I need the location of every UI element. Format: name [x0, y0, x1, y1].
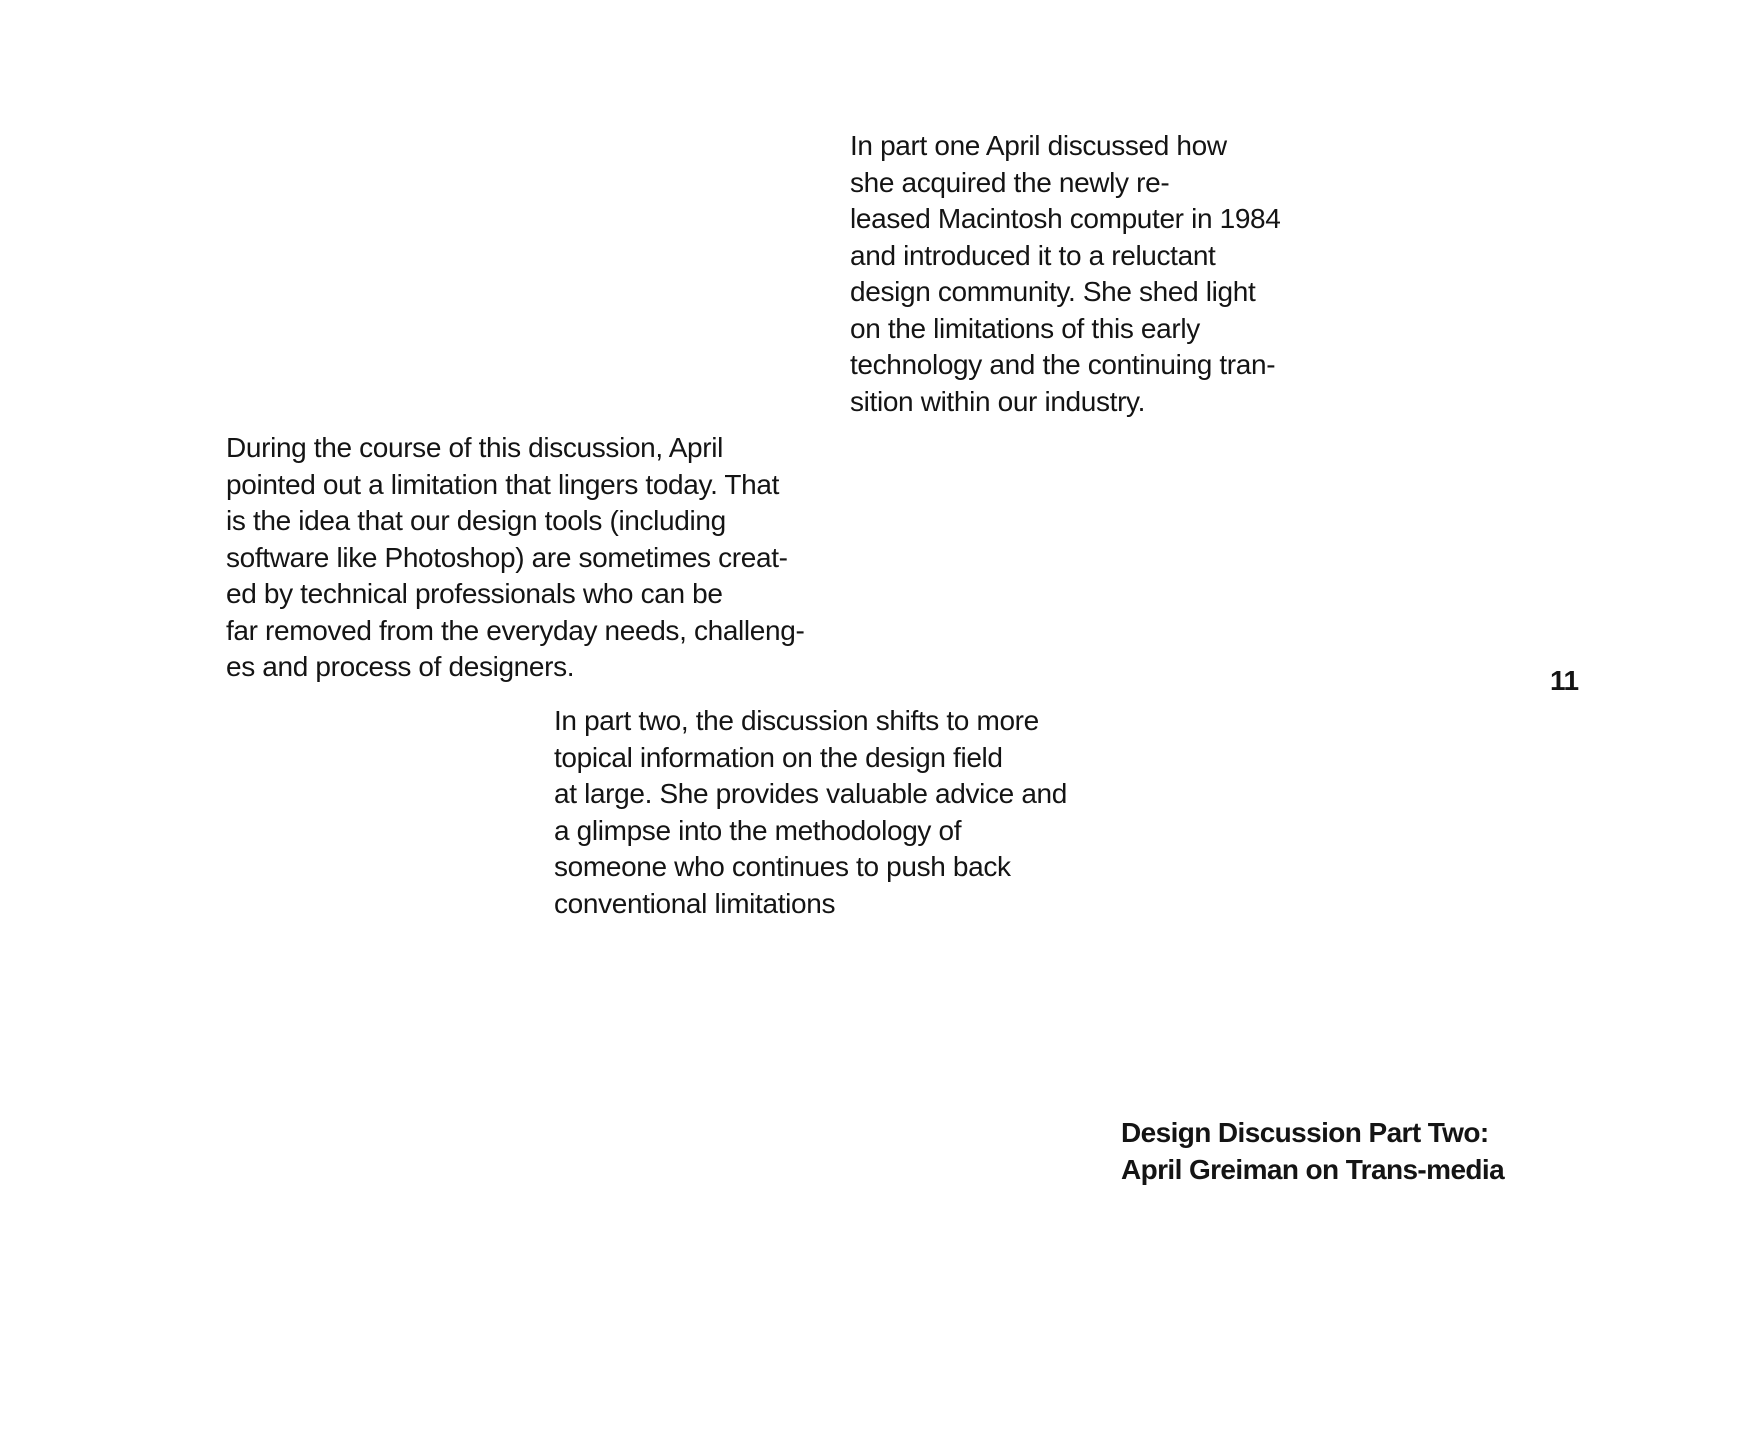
- paragraph-line: pointed out a limitation that lingers today. That: [226, 468, 780, 500]
- paragraph-line: technology and the continuing tran-: [850, 349, 1276, 380]
- paragraph-line: she acquired the newly re-: [850, 166, 1170, 198]
- paragraph-line: During the course of this discussion, April: [226, 432, 723, 463]
- section-title: [1121, 1115, 1504, 1188]
- paragraph-line: In part one April discussed how: [850, 130, 1227, 161]
- paragraph-line: and introduced it to a reluctant: [850, 239, 1216, 271]
- page-number: 11: [1550, 665, 1579, 696]
- paragraph-line: design community. She shed light: [850, 276, 1256, 307]
- paragraph-part-two: [554, 703, 1067, 922]
- paragraph-line: conventional limitations: [554, 887, 836, 919]
- title-line-1: Design Discussion Part Two:: [1121, 1117, 1489, 1148]
- paragraph-line: software like Photoshop) are sometimes creat-: [226, 541, 788, 573]
- paragraph-line: sition within our industry.: [850, 385, 1146, 417]
- paragraph-line: far removed from the everyday needs, challeng-: [226, 614, 805, 646]
- paragraph-line: leased Macintosh computer in 1984: [850, 203, 1281, 234]
- paragraph-discussion: [226, 430, 804, 686]
- paragraph-line: someone who continues to push back: [554, 851, 1011, 882]
- paragraph-line: is the idea that our design tools (including: [226, 505, 726, 536]
- paragraph-line: es and process of designers.: [226, 651, 575, 682]
- paragraph-line: a glimpse into the methodology of: [554, 814, 962, 846]
- paragraph-line: at large. She provides valuable advice and: [554, 778, 1067, 809]
- paragraph-line: topical information on the design field: [554, 741, 1003, 773]
- paragraph-part-one: [850, 128, 1281, 420]
- paragraph-line: ed by technical professionals who can be: [226, 578, 723, 609]
- title-line-2: April Greiman on Trans-media: [1121, 1153, 1505, 1185]
- paragraph-line: In part two, the discussion shifts to more: [554, 705, 1039, 736]
- paragraph-line: on the limitations of this early: [850, 312, 1200, 344]
